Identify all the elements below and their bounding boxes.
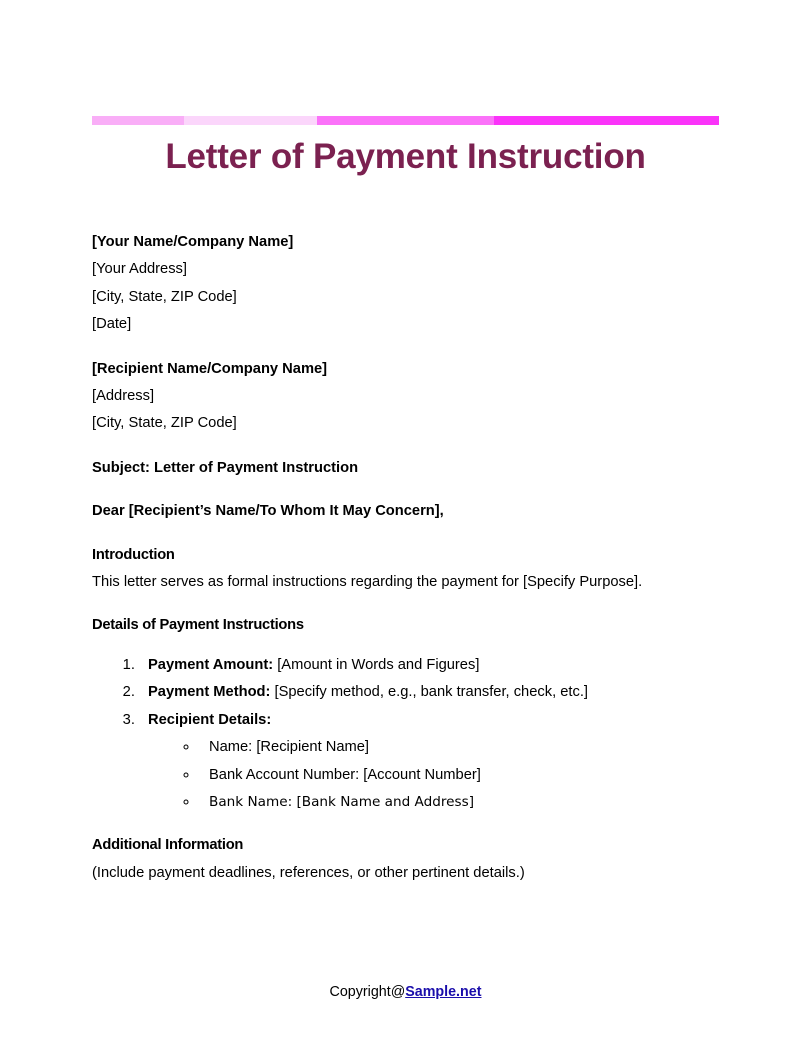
list-item: ◦ Bank Account Number: [Account Number]: [199, 762, 719, 789]
accent-bar-segment-1: [92, 116, 184, 125]
salutation-line: Dear [Recipient’s Name/To Whom It May Concern],: [92, 503, 444, 520]
payment-method-value: [Specify method, e.g., bank transfer, check, etc.]: [274, 684, 588, 701]
list-item: [139, 679, 719, 706]
list-item: ◦ Bank Name: [Bank Name and Address]: [199, 789, 719, 816]
sender-name: [Your Name/Company Name]: [92, 234, 294, 250]
sender-city-state-zip: [City, State, ZIP Code]: [92, 288, 237, 305]
introduction-body: This letter serves as formal instructions regarding the payment for [Specify Purpose].: [92, 574, 643, 591]
list-item: [139, 652, 719, 679]
subject-line: Subject: Letter of Payment Instruction: [92, 459, 359, 476]
footer: [92, 982, 719, 1002]
payment-method-label: Payment Method:: [148, 684, 271, 701]
recipient-details-label: Recipient Details:: [148, 711, 272, 728]
payment-details-list: [92, 652, 719, 816]
accent-bar-segment-3: [317, 116, 494, 125]
spacer: [92, 596, 719, 612]
copyright-text: Copyright@: [329, 984, 406, 1000]
list-item: ◦ Name: [Recipient Name]: [199, 734, 719, 761]
sender-address: [Your Address]: [92, 261, 187, 278]
recipient-block: [92, 356, 719, 438]
introduction-heading: Introduction: [92, 546, 175, 563]
spacer: [92, 438, 719, 455]
page-title: Letter of Payment Instruction: [165, 137, 646, 176]
recipient-details-sublist: [148, 734, 719, 816]
sender-block: [92, 229, 719, 339]
recipient-name: [Recipient Name/Company Name]: [92, 360, 328, 377]
additional-information-heading: Additional Information: [92, 837, 244, 854]
spacer: [92, 816, 719, 832]
accent-bar: [92, 116, 719, 125]
letter-body: [92, 229, 719, 887]
sender-date: [Date]: [92, 316, 132, 333]
list-item: [139, 707, 719, 817]
payment-amount-label: Payment Amount:: [148, 656, 274, 673]
spacer: [92, 482, 719, 498]
details-heading: Details of Payment Instructions: [92, 617, 304, 634]
additional-information-body: (Include payment deadlines, references, or other pertinent details.): [92, 864, 525, 881]
recipient-address: [Address]: [92, 388, 155, 405]
spacer: [92, 339, 719, 356]
spacer: [92, 526, 719, 542]
recipient-city-state-zip: [City, State, ZIP Code]: [92, 415, 237, 432]
sample-net-link[interactable]: Sample.net: [405, 984, 482, 1000]
payment-amount-value: [Amount in Words and Figures]: [277, 656, 480, 673]
accent-bar-segment-4: [494, 116, 719, 125]
accent-bar-segment-2: [184, 116, 317, 125]
